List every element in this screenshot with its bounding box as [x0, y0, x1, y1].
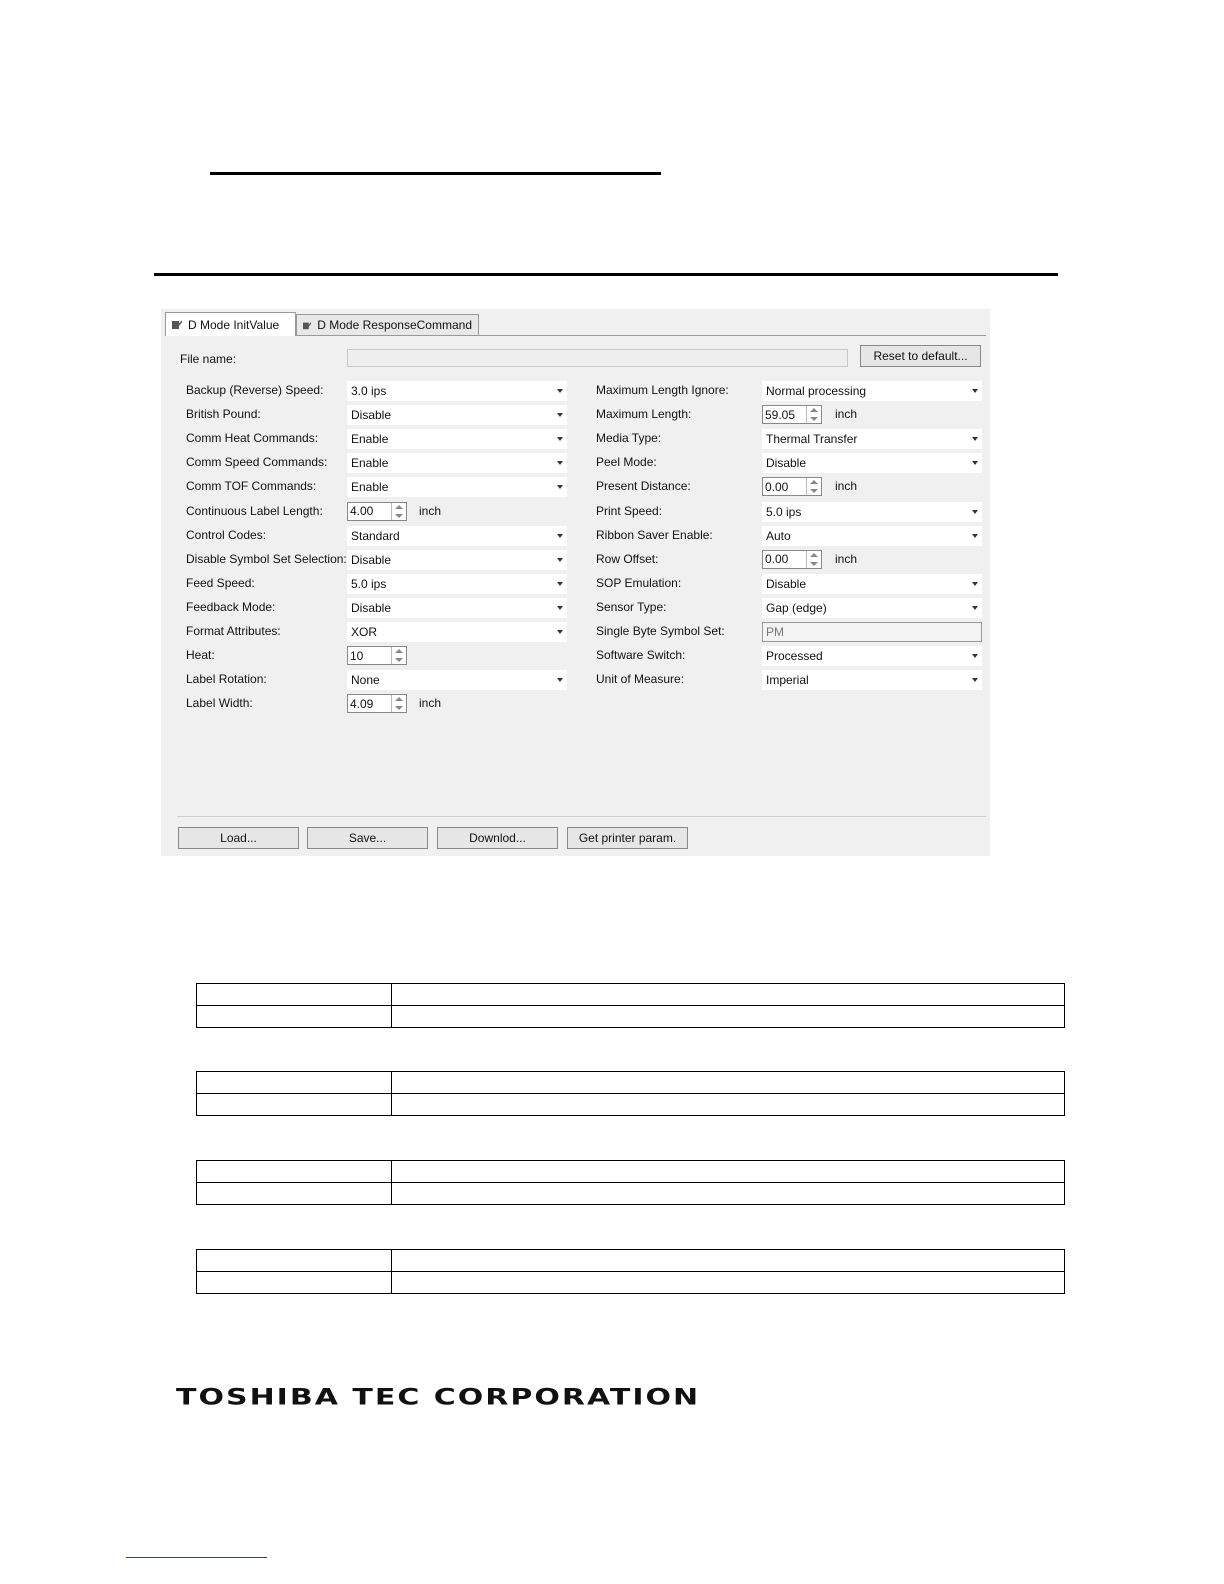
chevron-down-icon[interactable]	[972, 606, 978, 610]
empty-table-1	[196, 983, 1065, 1028]
spinner-buttons[interactable]	[806, 551, 821, 568]
empty-table-3	[196, 1160, 1065, 1205]
spin-up-icon[interactable]	[810, 408, 818, 412]
select-value: Auto	[766, 528, 791, 543]
table-row	[197, 1250, 1065, 1272]
chevron-down-icon[interactable]	[972, 534, 978, 538]
param-select[interactable]	[347, 574, 567, 594]
select-value: Enable	[351, 456, 389, 471]
select-value: 5.0 ips	[766, 504, 802, 519]
company-logo: TOSHIBA TEC CORPORATION	[176, 1384, 701, 1411]
empty-table-2	[196, 1071, 1065, 1116]
param-select[interactable]	[347, 429, 567, 449]
select-value: XOR	[351, 625, 378, 639]
spin-down-icon[interactable]	[395, 514, 403, 518]
spinner-value: 10	[350, 648, 364, 663]
table-row	[197, 1094, 1065, 1116]
param-label: Control Codes:	[186, 527, 267, 542]
table-row	[197, 1183, 1065, 1205]
select-value: Thermal Transfer	[766, 432, 858, 447]
param-select[interactable]	[347, 670, 567, 690]
tab-label: D Mode ResponseCommand	[317, 318, 472, 332]
spinner-buttons[interactable]	[391, 695, 406, 712]
spinner-buttons[interactable]	[806, 478, 821, 495]
spin-down-icon[interactable]	[810, 562, 818, 566]
spin-up-icon[interactable]	[810, 480, 818, 484]
param-select[interactable]	[347, 598, 567, 618]
spinner-value: 4.00	[350, 504, 374, 518]
chevron-down-icon[interactable]	[972, 678, 978, 682]
table-row	[197, 1072, 1065, 1094]
param-label: Comm TOF Commands:	[186, 479, 317, 494]
param-select[interactable]	[762, 453, 982, 473]
select-value: Enable	[351, 480, 389, 495]
table-cell	[392, 984, 1065, 1006]
chevron-down-icon[interactable]	[557, 678, 563, 682]
param-label: Peel Mode:	[596, 455, 657, 470]
spin-down-icon[interactable]	[810, 489, 818, 493]
param-select[interactable]	[762, 381, 982, 401]
table-row	[197, 1161, 1065, 1183]
footer-link-line	[126, 1557, 267, 1558]
table-cell	[392, 1072, 1065, 1094]
param-label: Format Attributes:	[186, 624, 281, 638]
param-label: Heat:	[186, 648, 215, 663]
chevron-down-icon[interactable]	[972, 582, 978, 586]
spinner-buttons[interactable]	[391, 503, 406, 520]
file-name-field[interactable]	[347, 349, 848, 367]
button-bar-separator	[177, 816, 986, 817]
spin-down-icon[interactable]	[395, 658, 403, 662]
param-spinner[interactable]	[347, 502, 407, 521]
select-value: 3.0 ips	[351, 384, 387, 398]
load-button[interactable]: Load...	[178, 827, 299, 849]
select-value: Processed	[766, 649, 823, 664]
chevron-down-icon[interactable]	[557, 485, 563, 489]
param-label: Continuous Label Length:	[186, 503, 323, 518]
param-label: Backup (Reverse) Speed:	[186, 383, 324, 397]
chevron-down-icon[interactable]	[557, 534, 563, 538]
get-printer-param-button[interactable]: Get printer param.	[567, 827, 688, 849]
param-label: Comm Speed Commands:	[186, 455, 328, 470]
param-label: Media Type:	[596, 431, 662, 446]
table-cell	[392, 1094, 1065, 1116]
table-cell	[197, 984, 392, 1006]
param-select[interactable]	[762, 526, 982, 546]
table-cell	[197, 1006, 392, 1028]
param-label: Comm Heat Commands:	[186, 431, 319, 446]
param-label: Ribbon Saver Enable:	[596, 527, 713, 542]
chevron-down-icon[interactable]	[972, 510, 978, 514]
select-value: Disable	[766, 456, 807, 471]
spin-down-icon[interactable]	[395, 706, 403, 710]
param-label: Single Byte Symbol Set:	[596, 624, 725, 638]
table-cell	[197, 1272, 392, 1294]
param-label: SOP Emulation:	[596, 575, 682, 590]
title-underline	[210, 172, 661, 175]
param-label: British Pound:	[186, 407, 261, 422]
select-value: Enable	[351, 432, 389, 447]
unit-label: inch	[835, 551, 858, 566]
param-select[interactable]	[762, 502, 982, 522]
chevron-down-icon[interactable]	[972, 654, 978, 658]
param-label: Feed Speed:	[186, 575, 255, 590]
table-cell	[197, 1072, 392, 1094]
param-label: Row Offset:	[596, 551, 659, 566]
param-label: Feedback Mode:	[186, 599, 276, 614]
save-button[interactable]: Save...	[307, 827, 428, 849]
table-row	[197, 1272, 1065, 1294]
select-value: Disable	[351, 408, 392, 423]
chevron-down-icon[interactable]	[557, 461, 563, 465]
select-value: None	[351, 673, 380, 688]
chevron-down-icon[interactable]	[557, 630, 563, 634]
tab-d-mode-responsecommand[interactable]	[296, 314, 479, 335]
tab-d-mode-initvalue[interactable]	[165, 312, 296, 336]
section-divider	[154, 273, 1058, 276]
download-button[interactable]: Downlod...	[437, 827, 558, 849]
chevron-down-icon[interactable]	[557, 582, 563, 586]
unit-label: inch	[419, 696, 442, 711]
select-value: Gap (edge)	[766, 600, 827, 615]
select-value: Normal processing	[766, 384, 867, 398]
param-select[interactable]	[347, 526, 567, 546]
param-readonly-field: PM	[762, 622, 982, 642]
table-cell	[197, 1183, 392, 1205]
param-label: Unit of Measure:	[596, 672, 685, 687]
chevron-down-icon[interactable]	[972, 461, 978, 465]
select-value: Disable	[351, 600, 392, 615]
select-value: Imperial	[766, 673, 809, 688]
spinner-buttons[interactable]	[391, 647, 406, 664]
param-label: Label Rotation:	[186, 672, 267, 687]
unit-label: inch	[835, 479, 858, 494]
spinner-value: 4.09	[350, 696, 374, 711]
param-select[interactable]	[762, 646, 982, 666]
table-cell	[392, 1006, 1065, 1028]
tab-label: D Mode InitValue	[188, 317, 280, 332]
chevron-down-icon[interactable]	[557, 558, 563, 562]
spinner-buttons[interactable]	[806, 406, 821, 423]
chevron-down-icon[interactable]	[557, 413, 563, 417]
param-select[interactable]	[762, 598, 982, 618]
select-value: 5.0 ips	[351, 576, 387, 591]
settings-dialog-screenshot	[161, 309, 990, 856]
param-label: Present Distance:	[596, 479, 691, 494]
param-select[interactable]	[762, 574, 982, 594]
unit-label: inch	[835, 407, 858, 422]
param-label: Maximum Length:	[596, 407, 692, 422]
param-spinner[interactable]	[347, 694, 407, 713]
chevron-down-icon[interactable]	[557, 437, 563, 441]
param-select[interactable]	[347, 477, 567, 497]
param-label: Sensor Type:	[596, 599, 667, 614]
empty-table-4	[196, 1249, 1065, 1294]
param-spinner[interactable]	[762, 477, 822, 496]
param-label: Disable Symbol Set Selection:	[186, 551, 347, 566]
select-value: Disable	[766, 576, 807, 591]
spin-up-icon[interactable]	[395, 649, 403, 653]
param-spinner[interactable]	[762, 550, 822, 569]
table-row	[197, 984, 1065, 1006]
param-label: Maximum Length Ignore:	[596, 383, 729, 397]
spin-up-icon[interactable]	[810, 553, 818, 557]
document-edit-icon	[303, 321, 311, 330]
param-select[interactable]	[347, 453, 567, 473]
spinner-value: 0.00	[765, 479, 789, 494]
document-edit-icon	[172, 320, 182, 329]
table-cell	[392, 1272, 1065, 1294]
table-cell	[197, 1250, 392, 1272]
param-spinner[interactable]	[347, 646, 407, 665]
param-select[interactable]	[347, 550, 567, 570]
table-cell	[392, 1161, 1065, 1183]
select-value: Standard	[351, 528, 400, 543]
param-spinner[interactable]	[762, 405, 822, 424]
reset-to-default-button[interactable]: Reset to default...	[860, 345, 981, 367]
spin-up-icon[interactable]	[395, 505, 403, 509]
chevron-down-icon[interactable]	[972, 437, 978, 441]
spin-up-icon[interactable]	[395, 697, 403, 701]
table-cell	[392, 1250, 1065, 1272]
spinner-value: 0.00	[765, 552, 789, 567]
spin-down-icon[interactable]	[810, 417, 818, 421]
param-select[interactable]	[347, 381, 567, 401]
param-select[interactable]	[347, 405, 567, 425]
unit-label: inch	[419, 503, 442, 518]
chevron-down-icon[interactable]	[972, 389, 978, 393]
param-select[interactable]	[762, 429, 982, 449]
table-row	[197, 1006, 1065, 1028]
table-cell	[197, 1161, 392, 1183]
param-label: Print Speed:	[596, 503, 663, 518]
table-cell	[392, 1183, 1065, 1205]
param-select[interactable]	[762, 670, 982, 690]
param-label: Label Width:	[186, 696, 253, 711]
spinner-value: 59.05	[765, 407, 796, 422]
chevron-down-icon[interactable]	[557, 606, 563, 610]
file-name-label: File name:	[180, 352, 237, 366]
chevron-down-icon[interactable]	[557, 389, 563, 393]
select-value: Disable	[351, 552, 392, 567]
table-cell	[197, 1094, 392, 1116]
param-select[interactable]	[347, 622, 567, 642]
param-label: Software Switch:	[596, 648, 686, 663]
